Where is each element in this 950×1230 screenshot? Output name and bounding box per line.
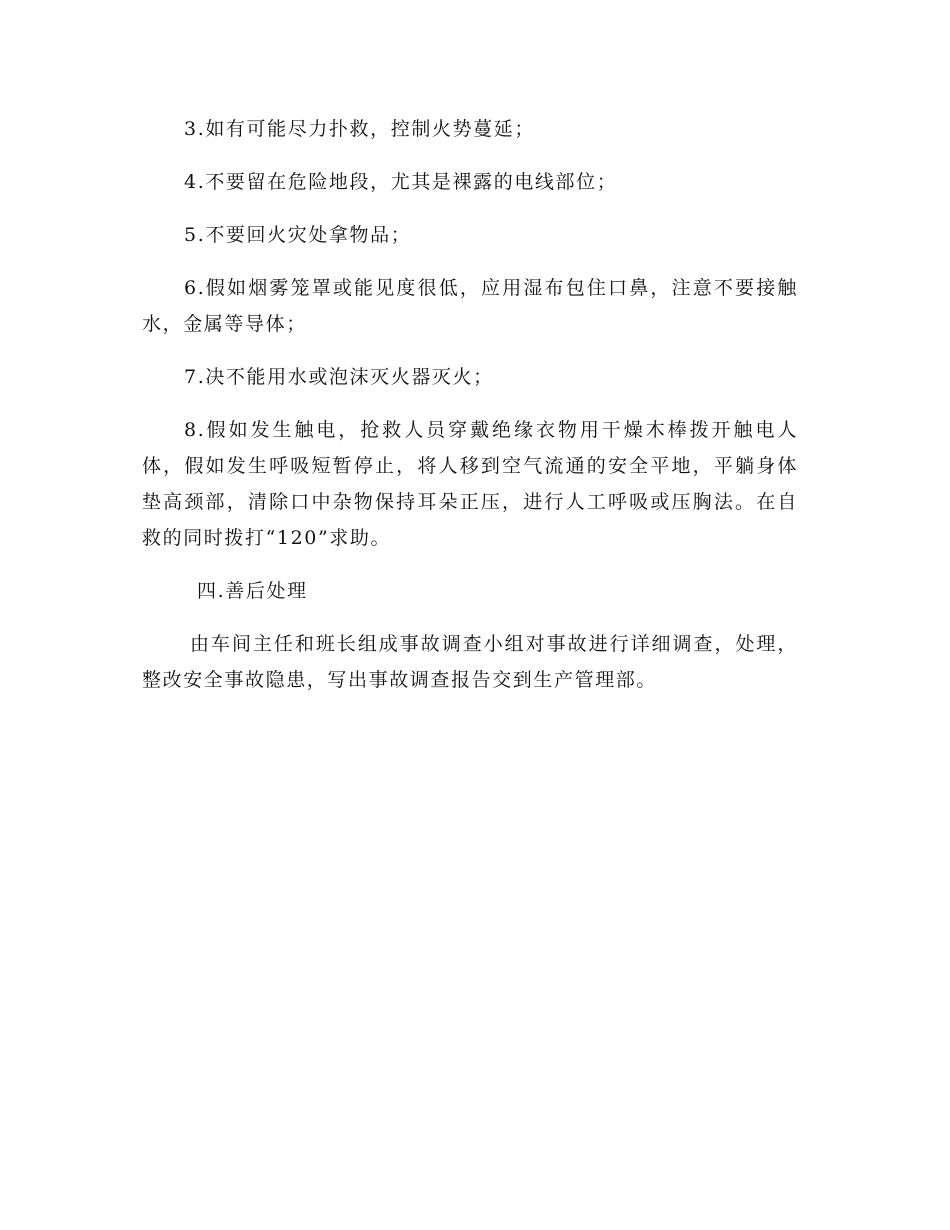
paragraph-item-6: 6.假如烟雾笼罩或能见度很低，应用湿布包住口鼻，注意不要接触水，金属等导体； (142, 277, 798, 335)
paragraph-item-5: 5.不要回火灾处拿物品； (184, 224, 412, 246)
closing-paragraph: 由车间主任和班长组成事故调查小组对事故进行详细调查，处理，整改安全事故隐患，写出事故调查报告交到生产管理部。 (142, 633, 798, 691)
paragraph-item-4: 4.不要留在危险地段，尤其是裸露的电线部位； (184, 171, 618, 193)
paragraph-item-3: 3.如有可能尽力扑救，控制火势蔓延； (184, 118, 535, 140)
paragraph-item-7: 7.决不能用水或泡沫灭火器灭火； (184, 366, 494, 388)
section-heading: 四.善后处理 (197, 580, 308, 602)
document-body (142, 111, 798, 698)
paragraph-item-8: 8.假如发生触电，抢救人员穿戴绝缘衣物用干燥木棒拨开触电人体，假如发生呼吸短暂停止，将人移到空气流通的安全平地，平躺身体垫高颈部，清除口中杂物保持耳朵正压，进行人工呼吸或压胸法。在自救的同时拨打“120”求助。 (142, 419, 798, 549)
